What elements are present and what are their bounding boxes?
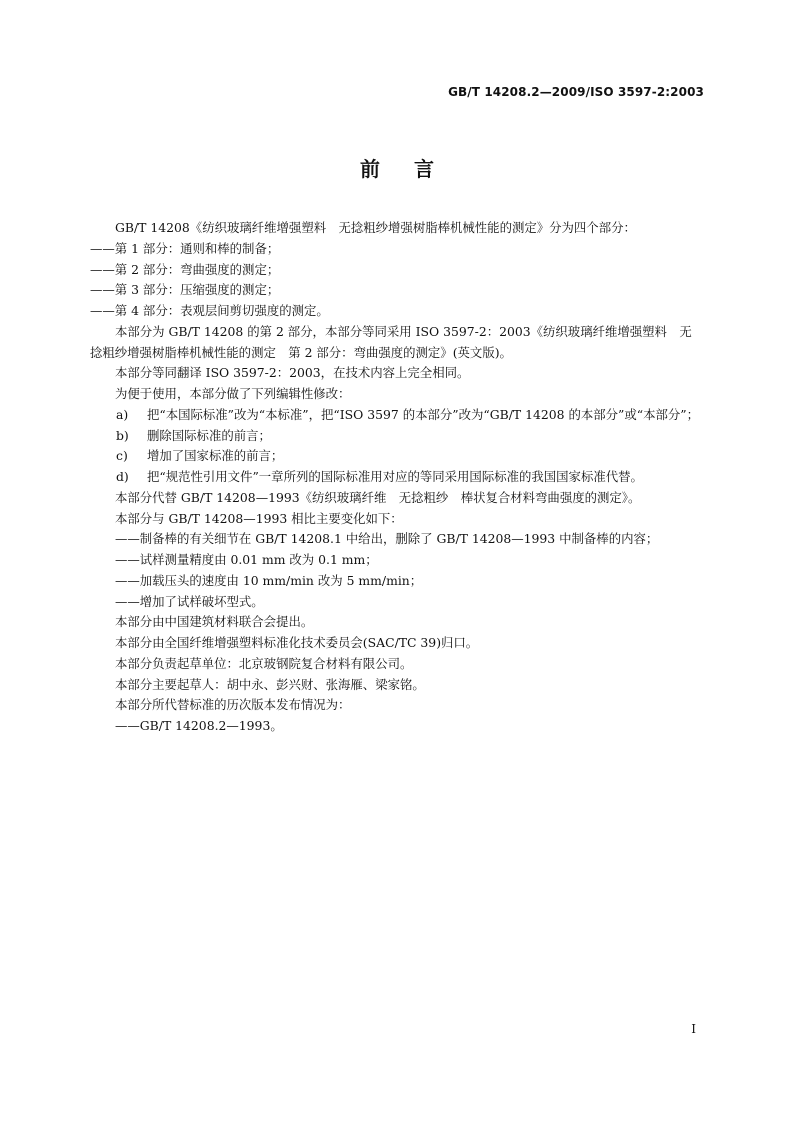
paragraph-history-intro: 本部分所代替标准的历次版本发布情况为： [115, 697, 351, 713]
edit-item-text: 增加了国家标准的前言； [147, 448, 284, 464]
paragraph-drafters: 本部分主要起草人：胡中永、彭兴财、张海雁、梁家铭。 [115, 676, 425, 692]
edit-item-marker: b) [116, 427, 129, 443]
change-list-item: ——增加了试样破坏型式。 [115, 593, 264, 609]
paragraph-adoption: 本部分为 GB/T 14208 的第 2 部分，本部分等同采用 ISO 3597-2：2003《纺织玻璃纤维增强塑料 无捻粗纱增强树脂棒机械性能的测定 第 2 部分：弯曲强度的测定》(英文版)。 [90, 323, 692, 360]
page-title: 前言 [360, 157, 468, 181]
paragraph-edits-intro: 为便于使用，本部分做了下列编辑性修改： [115, 386, 351, 401]
edit-item [90, 467, 704, 488]
edit-item [90, 405, 704, 426]
paragraph-changes-intro: 本部分与 GB/T 14208—1993 相比主要变化如下： [115, 510, 403, 526]
change-list-item: ——试样测量精度由 0.01 mm 改为 0.1 mm； [115, 552, 378, 567]
edit-item [90, 446, 704, 467]
edit-item-text: 把“本国际标准”改为“本标准”，把“ISO 3597 的本部分”改为“GB/T 14208 的本部分”或“本部分”； [147, 406, 699, 422]
change-list-item: ——加载压头的速度由 10 mm/min 改为 5 mm/min； [115, 572, 423, 588]
change-list-item: ——制备棒的有关细节在 GB/T 14208.1 中给出，删除了 GB/T 14208—1993 中制备棒的内容； [115, 531, 659, 547]
paragraph-replaces: 本部分代替 GB/T 14208—1993《纺织玻璃纤维 无捻粗纱 棒状复合材料弯曲强度的测定》。 [115, 489, 641, 505]
paragraph-proposer: 本部分由中国建筑材料联合会提出。 [115, 614, 314, 630]
edit-item-marker: c) [116, 448, 128, 464]
edit-item-marker: d) [116, 469, 129, 484]
part-list-item: ——第 4 部分：表观层间剪切强度的测定。 [90, 303, 329, 318]
edit-item-text: 删除国际标准的前言； [147, 427, 271, 443]
paragraph-drafting-unit: 本部分负责起草单位：北京玻钢院复合材料有限公司。 [115, 655, 413, 671]
edit-item-marker: a) [116, 406, 129, 422]
foreword-body [90, 218, 704, 737]
part-list-item: ——第 3 部分：压缩强度的测定； [90, 282, 280, 298]
edit-item [90, 426, 704, 447]
page-number: I [691, 1022, 696, 1036]
part-list-item: ——第 2 部分：弯曲强度的测定； [90, 261, 280, 277]
paragraph-committee: 本部分由全国纤维增强塑料标准化技术委员会(SAC/TC 39)归口。 [115, 635, 479, 650]
edit-item-text: 把“规范性引用文件”一章所列的国际标准用对应的等同采用国际标准的我国国家标准代替。 [147, 469, 643, 484]
paragraph-translation: 本部分等同翻译 ISO 3597-2：2003，在技术内容上完全相同。 [115, 365, 470, 381]
part-list-item: ——第 1 部分：通则和棒的制备； [90, 240, 280, 256]
standard-number-header: GB/T 14208.2—2009/ISO 3597-2:2003 [448, 85, 704, 99]
paragraph-intro: GB/T 14208《纺织玻璃纤维增强塑料 无捻粗纱增强树脂棒机械性能的测定》分为四个部分： [115, 220, 636, 235]
history-list-item: ——GB/T 14208.2—1993。 [115, 718, 283, 733]
